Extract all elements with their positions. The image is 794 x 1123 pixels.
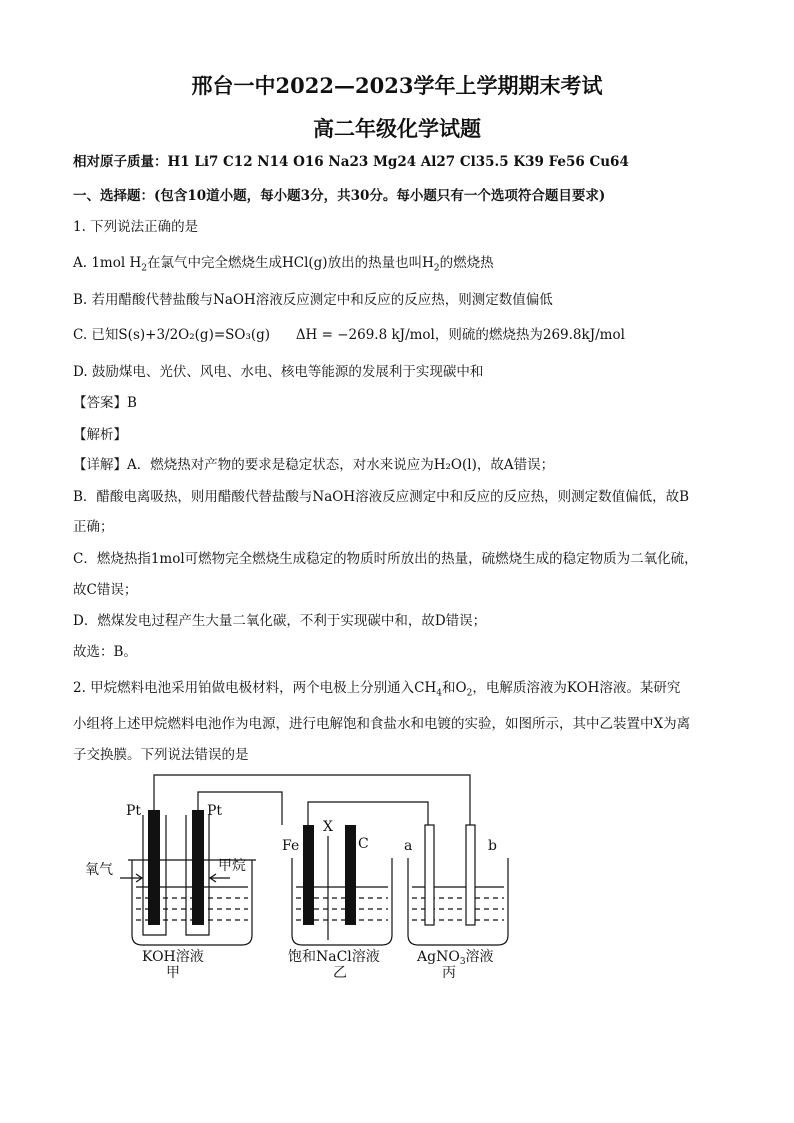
label-c: C bbox=[358, 836, 369, 852]
q1-option-d: D. 鼓励煤电、光伏、风电、水电、核电等能源的发展利于实现碳中和 bbox=[73, 364, 484, 380]
q1-option-a: A. 1mol $H_2$在氯气中完全燃烧生成HCl(g)放出的热量也叫$H_2$的燃烧热 bbox=[73, 255, 494, 274]
q1-answer: 【答案】B bbox=[73, 395, 137, 411]
label-yi: 乙 bbox=[333, 965, 347, 981]
label-x: X bbox=[323, 819, 333, 835]
exam-title: 邢台一中2022—2023学年上学期期末考试 bbox=[191, 73, 603, 98]
label-bing: 丙 bbox=[442, 965, 456, 981]
label-pt-left: Pt bbox=[126, 803, 142, 819]
q1-analysis-label: 【解析】 bbox=[73, 427, 127, 443]
exam-subtitle: 高二年级化学试题 bbox=[313, 116, 481, 141]
label-b: b bbox=[488, 838, 497, 854]
q1-detail-a: 【详解】A．燃烧热对产物的要求是稳定状态，对水来说应为H₂O(l)，故A错误； bbox=[73, 457, 555, 473]
q1-detail-b-line1: B．醋酸电离吸热，则用醋酸代替盐酸与NaOH溶液反应测定中和反应的反应热，则测定数值偏低，故B bbox=[73, 489, 690, 505]
q1-conclusion: 故选：B。 bbox=[73, 644, 137, 660]
q2-line1: 2. 甲烷燃料电池采用铂做电极材料，两个电极上分别通入$CH_4$和$O_2$，电解质溶液为KOH溶液。某研究 bbox=[73, 680, 681, 699]
q2-line2: 小组将上述甲烷燃料电池作为电源，进行电解饱和食盐水和电镀的实验，如图所示，其中乙装置中X为离 bbox=[73, 716, 691, 732]
q1-option-c: C. 已知S(s)+3/2O₂(g)=SO₃(g) ΔH = −269.8 kJ/mol，则硫的燃烧热为269.8kJ/mol bbox=[73, 327, 625, 343]
q2-line3: 子交换膜。下列说法错误的是 bbox=[73, 747, 249, 763]
beaker-bing bbox=[408, 858, 508, 945]
q1-detail-d: D．燃煤发电过程产生大量二氧化碳，不利于实现碳中和，故D错误； bbox=[73, 613, 487, 629]
label-fe: Fe bbox=[282, 838, 300, 854]
q1-detail-c-line2: 故C错误； bbox=[73, 582, 138, 598]
label-nacl: 饱和NaCl溶液 bbox=[288, 949, 380, 965]
label-jia: 甲 bbox=[166, 965, 180, 981]
label-methane: 甲烷 bbox=[218, 858, 246, 874]
atomic-mass-line: 相对原子质量：H1 Li7 C12 N14 O16 Na23 Mg24 Al27 Cl35.5 K39 Fe56 Cu64 bbox=[73, 154, 629, 170]
label-koh: KOH溶液 bbox=[142, 949, 204, 965]
electrode-b bbox=[466, 825, 475, 925]
label-pt-right: Pt bbox=[207, 803, 223, 819]
electrochem-figure bbox=[70, 770, 520, 985]
q1-option-b: B. 若用醋酸代替盐酸与NaOH溶液反应测定中和反应的反应热，则测定数值偏低 bbox=[73, 292, 553, 308]
label-oxygen: 氧气 bbox=[85, 862, 113, 878]
q1-stem: 1. 下列说法正确的是 bbox=[73, 219, 199, 235]
electrode-a bbox=[425, 825, 434, 925]
electrode-c bbox=[345, 825, 356, 925]
electrode-pt-left bbox=[148, 810, 160, 925]
q1-detail-c-line1: C．燃烧热指1mol可燃物完全燃烧生成稳定的物质时所放出的热量，硫燃烧生成的稳定物质为二氧化硫， bbox=[73, 551, 698, 567]
label-a: a bbox=[404, 838, 413, 854]
electrode-pt-right bbox=[192, 810, 204, 925]
label-agno3: AgNO$_3$溶液 bbox=[417, 949, 494, 967]
q1-detail-b-line2: 正确； bbox=[73, 519, 114, 535]
section-heading: 一、选择题：(包含10道小题，每小题3分，共30分。每小题只有一个选项符合题目要求) bbox=[73, 188, 606, 204]
electrode-fe bbox=[303, 825, 314, 925]
